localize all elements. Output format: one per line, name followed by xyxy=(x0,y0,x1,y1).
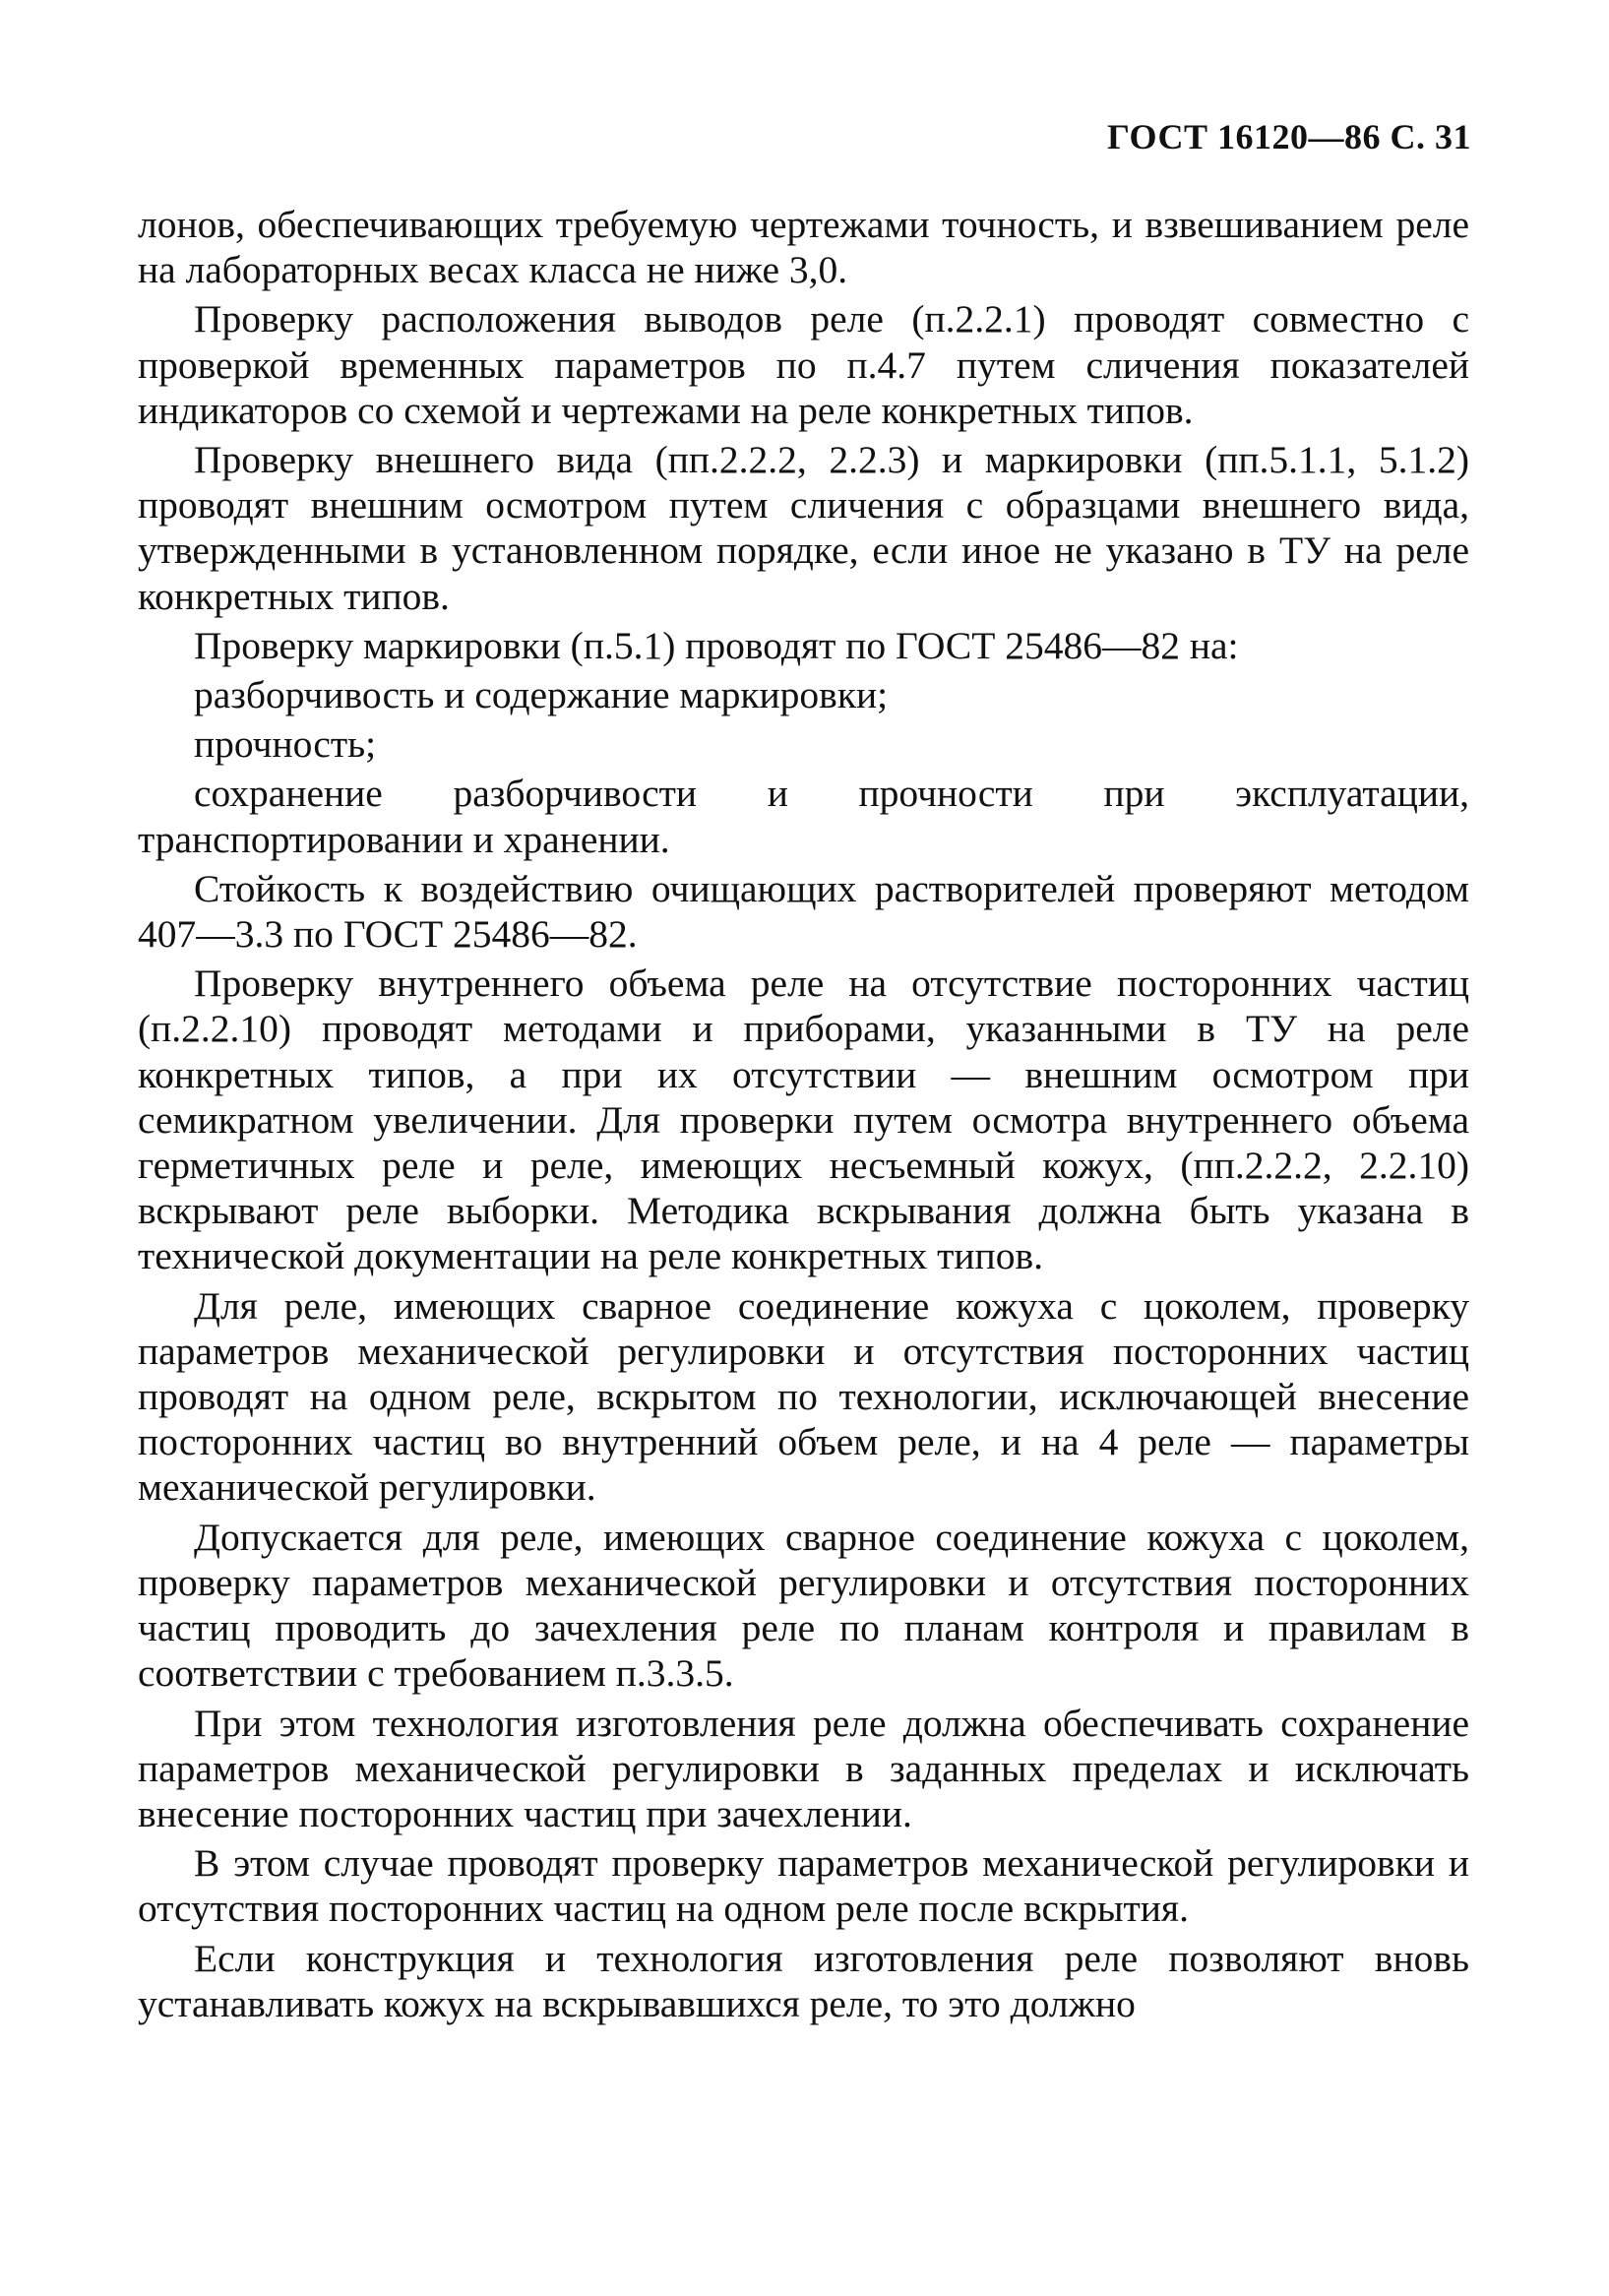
paragraph-9: При этом технология изготовления реле должна обеспечивать сохранение параметров механической регулировки в заданных пределах и исключать внесение посторонних частиц при зачехлении. xyxy=(138,1701,1469,1835)
paragraph-10: В этом случае проводят проверку параметров механической регулировки и отсутствия посторонних частиц на одном реле после вскрытия. xyxy=(138,1841,1469,1931)
paragraph-3: Проверку внешнего вида (пп.2.2.2, 2.2.3) и маркировки (пп.5.1.1, 5.1.2) проводят внешним осмотром путем сличения с образцами внешнего вида, утвержденными в установленном порядке, если иное не указано в ТУ на реле конкретных типов. xyxy=(138,438,1469,618)
paragraph-11: Если конструкция и технология изготовления реле позволяют вновь устанавливать кожух на вскрывавшихся реле, то это должно xyxy=(138,1936,1469,2025)
paragraph-7: Для реле, имеющих сварное соединение кожуха с цоколем, проверку параметров механической регулировки и отсутствия посторонних частиц проводят на одном реле, вскрытом по технологии, исключающей внесение посторонних частиц во внутренний объем реле, и на 4 реле — параметры механической регулировки. xyxy=(138,1283,1469,1510)
paragraph-1: лонов, обеспечивающих требуемую чертежами точность, и взвешиванием реле на лабораторных весах класса не ниже 3,0. xyxy=(138,203,1469,292)
list-item-legibility: разборчивость и содержание маркировки; xyxy=(194,673,889,717)
paragraph-6: Проверку внутреннего объема реле на отсутствие посторонних частиц (п.2.2.10) проводят методами и приборами, указанными в ТУ на реле конкретных типов, а при их отсутствии — внешним осмотром при семикратном увеличении. Для проверки путем осмотра внутреннего объема герметичных реле и реле, имеющих несъемный кожух, (пп.2.2.2, 2.2.10) вскрывают реле выборки. Методика вскрывания должна быть указана в технической документации на реле конкретных типов. xyxy=(138,962,1469,1278)
paragraph-8: Допускается для реле, имеющих сварное соединение кожуха с цоколем, проверку параметров механической регулировки и отсутствия посторонних частиц проводить до зачехления реле по планам контроля и правилам в соответствии с требованием п.3.3.5. xyxy=(138,1515,1469,1696)
document-body xyxy=(138,202,1469,2030)
paragraph-4: Проверку маркировки (п.5.1) проводят по ГОСТ 25486—82 на: xyxy=(194,623,1239,667)
paragraph-2: Проверку расположения выводов реле (п.2.2.1) проводят совместно с проверкой временных параметров по п.4.7 путем сличения показателей индикаторов со схемой и чертежами на реле конкретных типов. xyxy=(138,297,1469,432)
paragraph-5: Стойкость к воздействию очищающих растворителей проверяют методом 407—3.3 по ГОСТ 25486—82. xyxy=(138,866,1469,957)
list-item-strength: прочность; xyxy=(194,722,377,767)
page-header: ГОСТ 16120—86 С. 31 xyxy=(1107,117,1471,156)
list-item-preservation: сохранение разборчивости и прочности при эксплуатации, транспортировании и хранении. xyxy=(138,772,1469,861)
